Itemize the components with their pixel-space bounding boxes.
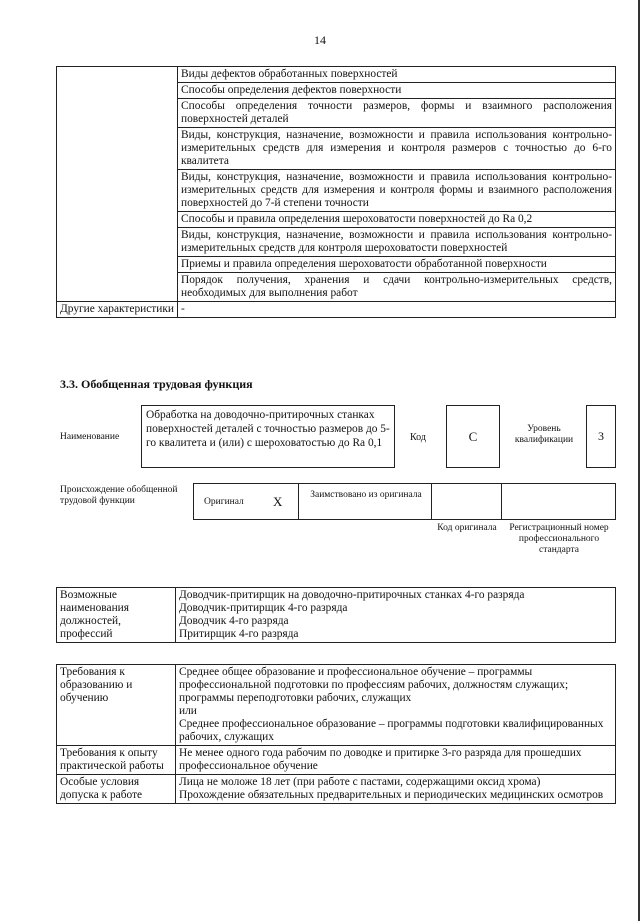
position-item: Доводчик 4-го разряда <box>179 615 289 627</box>
table-cell: Виды, конструкция, назначение, возможности и правила использования контрольно-измерительных средств для измерения и контроля размеров с точностью до 6-го квалитета <box>178 128 616 170</box>
table-cell: Виды дефектов обработанных поверхностей <box>178 67 616 83</box>
original-label: Оригинал <box>204 497 244 507</box>
requirements-table <box>56 664 616 804</box>
original-box <box>193 483 299 520</box>
table-cell: Способы определения точности размеров, формы и взаимного расположения поверхностей деталей <box>178 99 616 128</box>
origin-label: Происхождение обобщенной трудовой функции <box>60 485 178 506</box>
positions-values <box>176 588 616 643</box>
table-cell: Виды, конструкция, назначение, возможности и правила использования контрольно-измерительных средств для измерения и контроля формы и взаимного расположения поверхностей до 7-й степени точности <box>178 170 616 212</box>
position-item: Притирщик 4-го разряда <box>179 628 299 640</box>
special-conditions-value <box>176 775 616 804</box>
original-code-box <box>431 483 502 520</box>
table-row <box>57 775 616 804</box>
requirement-line: или <box>179 705 197 717</box>
qualification-level-label: Уровень квалификации <box>514 424 574 445</box>
table-cell: Способы определения дефектов поверхности <box>178 83 616 99</box>
registration-number-caption: Регистрационный номер профессионального стандарта <box>509 523 609 555</box>
table-row <box>57 588 616 643</box>
function-name: Обработка на доводочно-притирочных станках поверхностей деталей с точностью размеров до 5-го квалитета и (или) с шероховатостью до Ra 0,1 <box>141 405 395 468</box>
table-cell: Приемы и правила определения шероховатости обработанной поверхности <box>178 257 616 273</box>
function-code: C <box>446 405 500 468</box>
requirement-line: Прохождение обязательных предварительных и периодических медицинских осмотров <box>179 789 604 801</box>
other-characteristics-label: Другие характеристики <box>57 302 178 318</box>
other-characteristics-value: - <box>178 302 616 318</box>
registration-number-box <box>501 483 616 520</box>
table-cell: Виды, конструкция, назначение, возможности и правила использования контрольно-измерительных средств для контроля шероховатости поверхностей <box>178 228 616 257</box>
table-row <box>57 67 616 83</box>
borrowed-label: Заимствовано из оригинала <box>310 490 422 500</box>
borrowed-box <box>298 483 432 520</box>
original-code-caption: Код оригинала <box>437 523 497 533</box>
requirement-line: Не менее одного года рабочим по доводке и притирке 3-го разряда для прошедших профессиональное обучение <box>179 747 582 772</box>
experience-requirements-label: Требования к опыту практической работы <box>57 746 176 775</box>
requirement-line: Лица не моложе 18 лет (при работе с пастами, содержащими оксид хрома) <box>179 776 541 788</box>
section-heading: 3.3. Обобщенная трудовая функция <box>60 377 253 391</box>
requirement-line: Среднее профессиональное образование – программы подготовки квалифицированных рабочих, служащих <box>179 718 604 743</box>
positions-table <box>56 587 616 643</box>
education-requirements-value <box>176 665 616 746</box>
code-label: Код <box>410 432 426 443</box>
position-item: Доводчик-притирщик на доводочно-притирочных станках 4-го разряда <box>179 589 525 601</box>
table-row <box>57 302 616 318</box>
table-row <box>57 665 616 746</box>
table-cell: Способы и правила определения шероховатости поверхностей до Ra 0,2 <box>178 212 616 228</box>
name-label: Наименование <box>60 432 120 442</box>
position-item: Доводчик-притирщик 4-го разряда <box>179 602 348 614</box>
empty-cell <box>57 67 178 302</box>
page-number: 14 <box>314 33 326 47</box>
table-row <box>57 746 616 775</box>
experience-requirements-value <box>176 746 616 775</box>
education-requirements-label: Требования к образованию и обучению <box>57 665 176 746</box>
table-cell: Порядок получения, хранения и сдачи контрольно-измерительных средств, необходимых для выполнения работ <box>178 273 616 302</box>
positions-label: Возможные наименования должностей, профессий <box>57 588 176 643</box>
special-conditions-label: Особые условия допуска к работе <box>57 775 176 804</box>
knowledge-table <box>56 66 616 318</box>
original-mark: X <box>273 494 283 509</box>
qualification-level: 3 <box>586 405 616 468</box>
requirement-line: Среднее общее образование и профессиональное обучение – программы профессиональной подготовки по профессиям рабочих, должностям служащих; программы переподготовки рабочих, служащих <box>179 666 569 704</box>
